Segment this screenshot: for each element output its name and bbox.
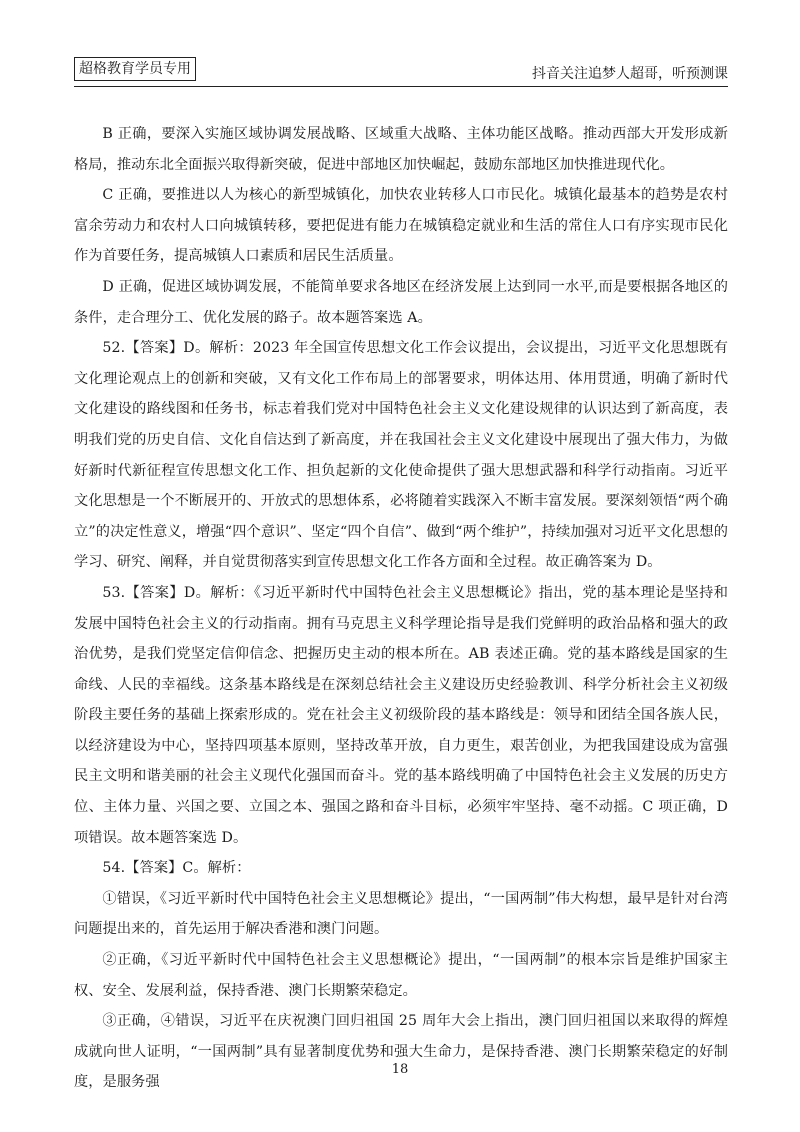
paragraph-d-correct: D 正确，促进区域协调发展，不能简单要求各地区在经济发展上达到同一水平,而是要根据各地区的条件，走合理分工、优化发展的路子。故本题答案选 A。 — [74, 278, 728, 326]
answer-54-item-3-4: ③正确，④错误，习近平在庆祝澳门回归祖国 25 周年大会上指出，澳门回归祖国以来取得的辉煌成就向世人证明，“一国两制”具有显著制度优势和强大生命力，是保持香港、澳门长期繁荣稳定的好制度，是服务强 — [74, 1013, 728, 1091]
answer-54-item-2: ②正确，《习近平新时代中国特色社会主义思想概论》提出，“一国两制”的根本宗旨是维护国家主权、安全、发展利益，保持香港、澳门长期繁荣稳定。 — [74, 952, 728, 999]
paragraph-b-correct: B 正确，要深入实施区域协调发展战略、区域重大战略、主体功能区战略。推动西部大开发形成新格局，推动东北全面振兴取得新突破，促进中部地区加快崛起，鼓励东部地区加快推进现代化。 — [74, 126, 728, 173]
answer-52: 52.【答案】D。解析：2023 年全国宣传思想文化工作会议提出，会议提出，习近平文化思想既有文化理论观点上的创新和突破，又有文化工作布局上的部署要求，明体达用、体用贯通，明确了新时代文化建设的路线图和任务书，标志着我们党对中国特色社会主义文化建设规律的认识达到了新高度，表明我们党的历史自信、文化自信达到了新高度，并在我国社会主义文化建设中展现出了强大伟力，为做好新时代新征程宣传思想文化工作、担负起新的文化使命提供了强大思想武器和科学行动指南。习近平文化思想是一个不断展开的、开放式的思想体系，必将随着实践深入不断丰富发展。要深刻领悟“两个确立”的决定性意义，增强“四个意识”、坚定“四个自信”、做到“两个维护”，持续加强对习近平文化思想的学习、研究、阐释，并自觉贯彻落实到宣传思想文化工作各方面和全过程。故正确答案为 D。 — [74, 340, 728, 571]
header-badge: 超格教育学员专用 — [74, 57, 196, 81]
answer-53: 53.【答案】D。解析：《习近平新时代中国特色社会主义思想概论》指出，党的基本理论是坚持和发展中国特色社会主义的行动指南。拥有马克思主义科学理论指导是我们党鲜明的政治品格和强大的政治优势，是我们党坚定信仰信念、把握历史主动的根本所在。AB 表述正确。党的基本路线是国家的生命线、人民的幸福线。这条基本路线是在深刻总结社会主义建设历史经验教训、科学分析社会主义初级阶段主要任务的基础上探索形成的。党在社会主义初级阶段的基本路线是：领导和团结全国各族人民，以经济建设为中心，坚持四项基本原则，坚持改革开放，自力更生，艰苦创业，为把我国建设成为富强民主文明和谐美丽的社会主义现代化强国而奋斗。党的基本路线明确了中国特色社会主义发展的历史方位、主体力量、兴国之要、立国之本、强国之路和奋斗目标，必须牢牢坚持、毫不动摇。C 项正确，D 项错误。故本题答案选 D。 — [74, 584, 728, 846]
answer-54-item-1: ①错误，《习近平新时代中国特色社会主义思想概论》提出，“一国两制”伟大构想，最早是针对台湾问题提出来的，首先运用于解决香港和澳门问题。 — [74, 890, 728, 938]
document-body — [74, 119, 728, 1098]
header-divider — [74, 86, 728, 87]
page-number: 18 — [391, 1062, 409, 1077]
answer-54-heading: 54.【答案】C。解析： — [102, 860, 251, 877]
header-promo-text: 抖音关注追梦人超哥，听预测课 — [532, 66, 728, 82]
paragraph-c-correct: C 正确，要推进以人为核心的新型城镇化，加快农业转移人口市民化。城镇化最基本的趋势是农村富余劳动力和农村人口向城镇转移，要把促进有能力在城镇稳定就业和生活的常住人口有序实现市民化作为首要任务，提高城镇人口素质和居民生活质量。 — [74, 187, 728, 265]
